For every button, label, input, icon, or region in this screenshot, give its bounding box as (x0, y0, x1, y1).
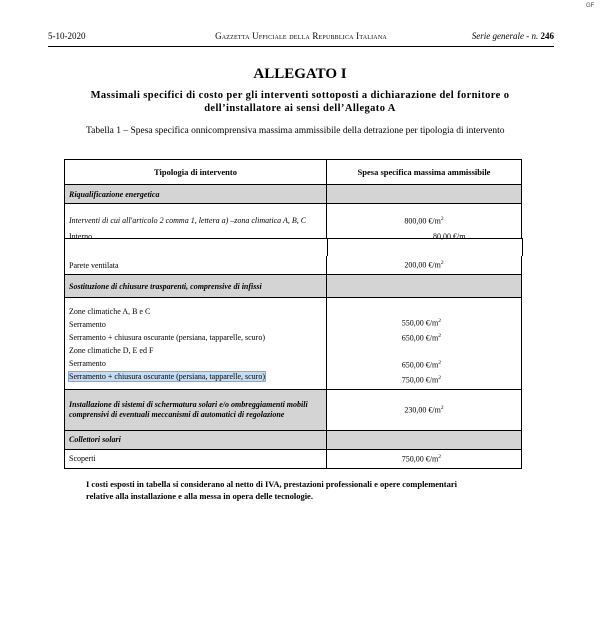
cost-table-bottom (64, 256, 522, 469)
corner-mark: GF (586, 3, 595, 9)
list-item: Serramento + chiusura oscurante (persiana, tapparelle, scuro) (69, 333, 265, 343)
zone-list-cell (65, 298, 327, 390)
value-text: 800,00 €/m (404, 216, 441, 226)
cropped-row-value: 80,00 €/m (433, 232, 466, 241)
list-value (331, 315, 441, 330)
header-number-prefix: - n. (526, 31, 539, 41)
cropped-row-label: Interno (69, 232, 93, 241)
table-row (65, 256, 522, 275)
value-text: 750,00 €/m (401, 375, 439, 385)
cropped-row-fragment (64, 232, 523, 256)
header-number: 246 (540, 31, 554, 41)
unit-exponent: 2 (438, 453, 441, 460)
table-row (65, 298, 522, 390)
section-schermature: Installazione di sistemi di schermatura solari e/o ombreggiamenti mobili comprensivi di eventuali meccanismi di automatici di regolazione (65, 389, 327, 430)
unit-exponent: 2 (438, 318, 441, 324)
cost-table-top (64, 159, 522, 239)
col2-header: Spesa specifica massima ammissibile (327, 160, 522, 185)
unit-exponent: 2 (438, 332, 441, 339)
page-subtitle: Massimali specifici di costo per gli interventi sottoposti a dichiarazione del fornitore o dell’installatore ai sensi dell’Allegato A (90, 90, 510, 114)
section-row (65, 430, 522, 449)
row-label: Interventi di cui all'articolo 2 comma 1, lettera a) –zona climatica A, B, C (65, 204, 327, 239)
section-riqualificazione: Riqualificazione energetica (65, 185, 327, 204)
value-text: 750,00 €/m (401, 454, 439, 464)
list-item-selected[interactable] (69, 370, 322, 383)
col1-header: Tipologia di intervento (65, 160, 327, 185)
page-title: ALLEGATO I (253, 66, 347, 82)
header-series-label: Serie generale (471, 31, 524, 41)
header-series (472, 31, 554, 41)
zone-heading: Zone climatiche A, B e C (69, 307, 151, 317)
list-value (331, 372, 441, 387)
row-label: Parete ventilata (65, 256, 327, 275)
section-sostituzione: Sostituzione di chiusure trasparenti, comprensive di infissi (65, 275, 327, 298)
value-text: 650,00 €/m (401, 333, 439, 343)
header-date: 5-10-2020 (48, 31, 86, 41)
unit-exponent: 2 (440, 260, 444, 267)
row-value (327, 256, 522, 275)
unit-exponent: 2 (440, 216, 444, 223)
section-empty-cell (327, 185, 522, 204)
section-empty-cell (327, 430, 522, 449)
list-value (331, 330, 441, 345)
table-header-row (65, 160, 522, 185)
section-row (65, 275, 522, 298)
row-value (327, 389, 522, 430)
section-empty-cell (327, 275, 522, 298)
header-gazzetta: Gazzetta Ufficiale della Repubblica Italiana (215, 31, 387, 41)
unit-exponent: 2 (438, 374, 441, 381)
value-text: 650,00 €/m (401, 360, 439, 370)
zone-heading: Zone climatiche D, E ed F (69, 346, 154, 356)
zone-value-cell (327, 298, 522, 390)
footnote: I costi esposti in tabella si considerano al netto di IVA, prestazioni professionali e opere complementari relative alla installazione e alla messa in opera delle tecnologie. (86, 479, 458, 501)
selected-text[interactable]: Serramento + chiusura oscurante (persiana, tapparelle, scuro) (69, 372, 265, 382)
row-label: Scoperti (65, 449, 327, 468)
section-collettori: Collettori solari (65, 430, 327, 449)
unit-exponent: 2 (438, 360, 441, 367)
table-row (65, 449, 522, 468)
list-item: Serramento (69, 320, 106, 330)
value-text: 550,00 €/m (401, 318, 439, 328)
unit-exponent: 2 (440, 404, 444, 411)
list-item: Serramento (69, 359, 106, 369)
value-text: 230,00 €/m (404, 405, 441, 415)
section-row (65, 185, 522, 204)
column-divider (327, 238, 328, 256)
value-text: 200,00 €/m (404, 260, 441, 270)
header-rule (48, 46, 554, 47)
table-caption: Tabella 1 – Spesa specifica onnicomprensiva massima ammissibile della detrazione per tipologia di intervento (86, 126, 505, 136)
row-value (327, 449, 522, 468)
section-row (65, 389, 522, 430)
row-value (327, 204, 522, 239)
list-value (331, 357, 441, 372)
